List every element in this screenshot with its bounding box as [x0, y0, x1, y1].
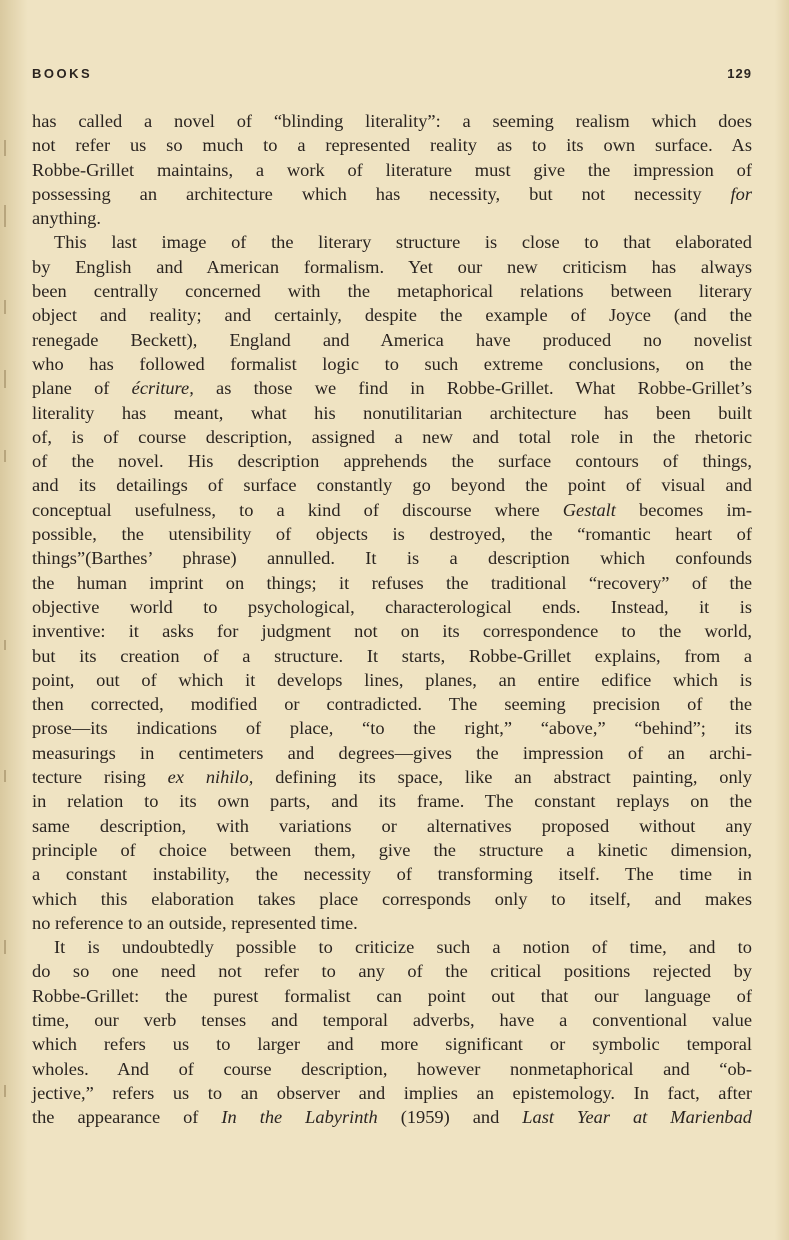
italic-text: écriture,	[131, 378, 194, 399]
text-line	[32, 206, 752, 230]
text-segment: objective world to psychological, characterological ends. Instead, it is	[32, 596, 752, 617]
text-segment: as those we find in Robbe-Grillet. What Robbe-Grillet’s	[193, 378, 752, 399]
text-segment: defining its space, like an abstract painting, only	[253, 767, 752, 788]
text-segment: then corrected, modified or contradicted. The seeming precision of the	[32, 694, 752, 715]
text-segment: a constant instability, the necessity of transforming itself. The time in	[32, 864, 752, 885]
text-segment: of, is of course description, assigned a new and total role in the rhetoric	[32, 426, 752, 447]
text-segment: tecture rising	[32, 767, 168, 788]
text-segment: renegade Beckett), England and America have produced no novelist	[32, 329, 752, 350]
text-segment: anything.	[32, 208, 101, 229]
text-segment: becomes im-	[615, 499, 753, 520]
running-head	[32, 66, 752, 86]
text-segment: things”(Barthes’ phrase) annulled. It is a description which confounds	[32, 548, 752, 569]
text-segment: Robbe-Grillet maintains, a work of literature must give the impression of	[32, 159, 752, 180]
text-segment: It is undoubtedly possible to criticize such a notion of time, and to	[54, 937, 752, 958]
page-number: 129	[727, 66, 752, 81]
text-segment: literality has meant, what his nonutilitarian architecture has been built	[32, 402, 752, 423]
text-line	[32, 133, 752, 157]
text-line	[32, 498, 752, 522]
text-line	[32, 741, 752, 765]
text-line	[32, 887, 752, 911]
text-line	[32, 376, 752, 400]
text-line	[32, 449, 752, 473]
text-line	[32, 109, 752, 133]
text-line	[32, 182, 752, 206]
italic-text: In the Labyrinth	[221, 1107, 378, 1128]
text-line	[32, 425, 752, 449]
text-line	[32, 838, 752, 862]
text-line	[32, 595, 752, 619]
text-segment: time, our verb tenses and temporal adverbs, have a conventional value	[32, 1009, 752, 1030]
text-segment: Robbe-Grillet: the purest formalist can point out that our language of	[32, 985, 752, 1006]
text-segment: of the novel. His description apprehends the surface contours of things,	[32, 451, 752, 472]
text-segment: plane of	[32, 378, 132, 399]
text-line	[32, 959, 752, 983]
text-line	[32, 765, 752, 789]
text-line	[32, 352, 752, 376]
text-segment: This last image of the literary structure is close to that elaborated	[54, 232, 752, 253]
text-segment: same description, with variations or alternatives proposed without any	[32, 815, 752, 836]
text-line	[32, 935, 752, 959]
text-segment: do so one need not refer to any of the critical positions rejected by	[32, 961, 752, 982]
text-segment: prose—its indications of place, “to the right,” “above,” “behind”; its	[32, 718, 752, 739]
text-segment: jective,” refers us to an observer and implies an epistemology. In fact, after	[32, 1082, 752, 1103]
text-segment: wholes. And of course description, however nonmetaphorical and “ob-	[32, 1058, 752, 1079]
text-line	[32, 716, 752, 740]
text-line	[32, 279, 752, 303]
text-segment: the appearance of	[32, 1107, 222, 1128]
text-line	[32, 255, 752, 279]
text-segment: no reference to an outside, represented time.	[32, 912, 358, 933]
page-edge-shadow	[775, 0, 789, 1240]
text-line	[32, 911, 752, 935]
text-line	[32, 619, 752, 643]
text-segment: the human imprint on things; it refuses the traditional “recovery” of the	[32, 572, 752, 593]
body-text	[32, 109, 752, 1129]
text-segment: object and reality; and certainly, despite the example of Joyce (and the	[32, 305, 752, 326]
text-segment: point, out of which it develops lines, planes, an entire edifice which is	[32, 669, 752, 690]
text-line	[32, 158, 752, 182]
text-line	[32, 1008, 752, 1032]
text-line	[32, 789, 752, 813]
text-segment: possessing an architecture which has necessity, but not necessity	[32, 183, 731, 204]
italic-text: Gestalt	[562, 499, 616, 520]
text-line	[32, 984, 752, 1008]
text-segment: who has followed formalist logic to such extreme conclusions, on the	[32, 353, 752, 374]
text-line	[32, 1081, 752, 1105]
text-line	[32, 668, 752, 692]
text-line	[32, 1105, 752, 1129]
italic-text: ex nihilo,	[167, 767, 254, 788]
text-line	[32, 522, 752, 546]
italic-text: Last Year at Marienbad	[522, 1107, 752, 1128]
text-line	[32, 473, 752, 497]
text-line	[32, 814, 752, 838]
text-line	[32, 571, 752, 595]
text-segment: inventive: it asks for judgment not on its correspondence to the world,	[32, 621, 752, 642]
text-line	[32, 1032, 752, 1056]
text-segment: been centrally concerned with the metaphorical relations between literary	[32, 281, 752, 302]
text-segment: but its creation of a structure. It starts, Robbe-Grillet explains, from a	[32, 645, 752, 666]
text-line	[32, 546, 752, 570]
text-segment: which refers us to larger and more significant or symbolic temporal	[32, 1034, 752, 1055]
text-line	[32, 692, 752, 716]
margin-marks	[4, 0, 10, 1240]
text-segment: and its detailings of surface constantly go beyond the point of visual and	[32, 475, 752, 496]
text-segment: not refer us so much to a represented reality as to its own surface. As	[32, 135, 752, 156]
text-segment: by English and American formalism. Yet our new criticism has always	[32, 256, 752, 277]
text-segment: possible, the utensibility of objects is destroyed, the “romantic heart of	[32, 524, 752, 545]
text-line	[32, 303, 752, 327]
text-line	[32, 1057, 752, 1081]
text-segment: has called a novel of “blinding literality”: a seeming realism which does	[32, 111, 752, 131]
italic-text: for	[730, 183, 752, 204]
running-head-title: BOOKS	[32, 66, 93, 81]
text-segment: in relation to its own parts, and its frame. The constant replays on the	[32, 791, 752, 812]
text-line	[32, 644, 752, 668]
text-segment: conceptual usefulness, to a kind of discourse where	[32, 499, 563, 520]
text-segment: measurings in centimeters and degrees—gives the impression of an archi-	[32, 742, 752, 763]
text-segment: which this elaboration takes place corresponds only to itself, and makes	[32, 888, 752, 909]
text-segment: (1959) and	[377, 1107, 523, 1128]
text-segment: principle of choice between them, give the structure a kinetic dimension,	[32, 839, 752, 860]
text-line	[32, 328, 752, 352]
text-line	[32, 230, 752, 254]
text-line	[32, 862, 752, 886]
text-line	[32, 401, 752, 425]
